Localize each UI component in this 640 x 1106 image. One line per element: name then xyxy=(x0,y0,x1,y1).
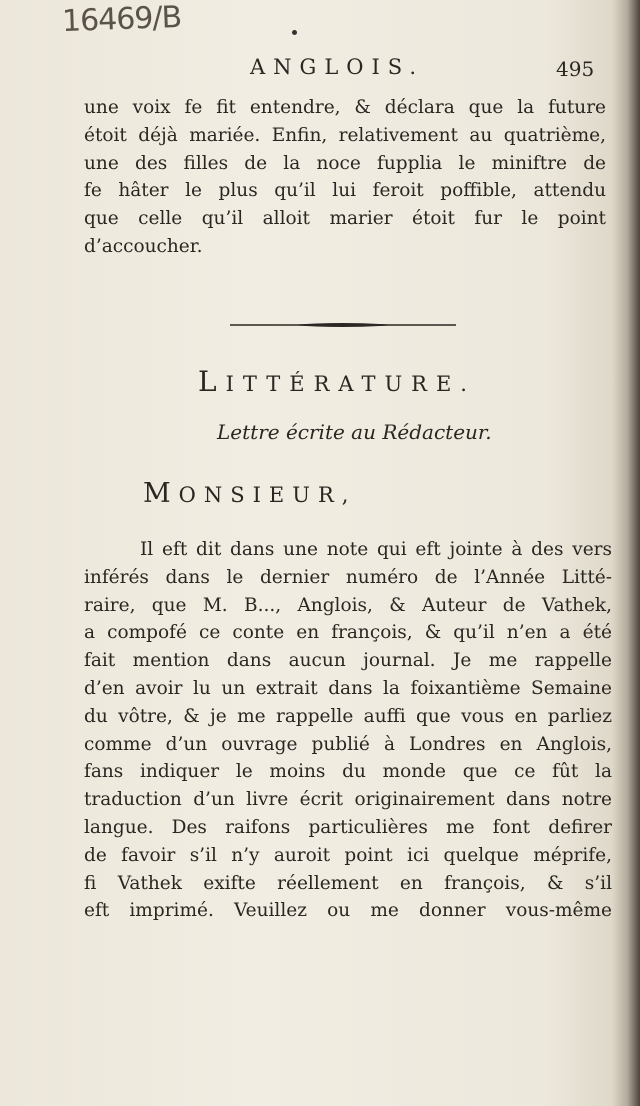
salutation-initial: M xyxy=(143,478,179,509)
page-gutter-shadow xyxy=(612,0,640,1106)
text-line: traduction d’un livre écrit originairement dans notre xyxy=(84,789,612,811)
letter-paragraph xyxy=(84,536,612,925)
text-line: fe hâter le plus qu’il lui feroit poffible, attendu xyxy=(84,180,606,202)
text-line: langue. Des raifons particulières me font defirer xyxy=(84,816,612,838)
salutation-rest: ONSIEUR, xyxy=(178,483,357,507)
text-line: fait mention dans aucun journal. Je me rappelle xyxy=(84,650,612,672)
text-line: d’en avoir lu un extrait dans la foixantième Semaine xyxy=(84,677,612,699)
running-head: ANGLOIS. xyxy=(250,55,425,79)
text-line: fi Vathek exifte réellement en françois, & s’il xyxy=(84,872,612,894)
text-line: eft imprimé. Veuillez ou me donner vous-même xyxy=(84,900,612,922)
text-line: fans indiquer le moins du monde que ce fût la xyxy=(84,761,612,783)
section-divider-ornament xyxy=(230,322,456,328)
handwritten-shelfmark: 16469/B xyxy=(61,0,182,40)
text-line: étoit déjà mariée. Enfin, relativement au quatrième, xyxy=(84,124,606,146)
salutation xyxy=(143,478,356,509)
page-number: 495 xyxy=(556,57,595,81)
text-line: raire, que M. B..., Anglois, & Auteur de Vathek, xyxy=(84,594,612,616)
text-line: comme d’un ouvrage publié à Londres en Anglois, xyxy=(84,733,612,755)
text-line: que celle qu’il alloit marier étoit fur le point xyxy=(84,208,606,230)
top-paragraph xyxy=(84,94,606,261)
text-line: une voix fe fit entendre, & déclara que la future xyxy=(84,97,606,118)
text-line: a compofé ce conte en françois, & qu’il n’en a été xyxy=(84,622,612,644)
text-line: d’accoucher. xyxy=(84,235,203,257)
text-line: une des filles de la noce fupplia le miniftre de xyxy=(84,152,606,174)
text-line: de favoir s’il n’y auroit point ici quelque méprife, xyxy=(84,844,612,866)
section-title-rest: ITTÉRATURE. xyxy=(225,372,476,396)
letter-subtitle: Lettre écrite au Rédacteur. xyxy=(217,420,492,444)
section-title xyxy=(198,365,476,398)
section-title-initial: L xyxy=(198,365,226,398)
text-line: Il eft dit dans une note qui eft jointe à des vers xyxy=(140,539,612,560)
text-line: inférés dans le dernier numéro de l’Année Litté- xyxy=(84,566,612,588)
text-line: du vôtre, & je me rappelle auffi que vous en parliez xyxy=(84,705,612,727)
ink-dot xyxy=(292,30,297,35)
